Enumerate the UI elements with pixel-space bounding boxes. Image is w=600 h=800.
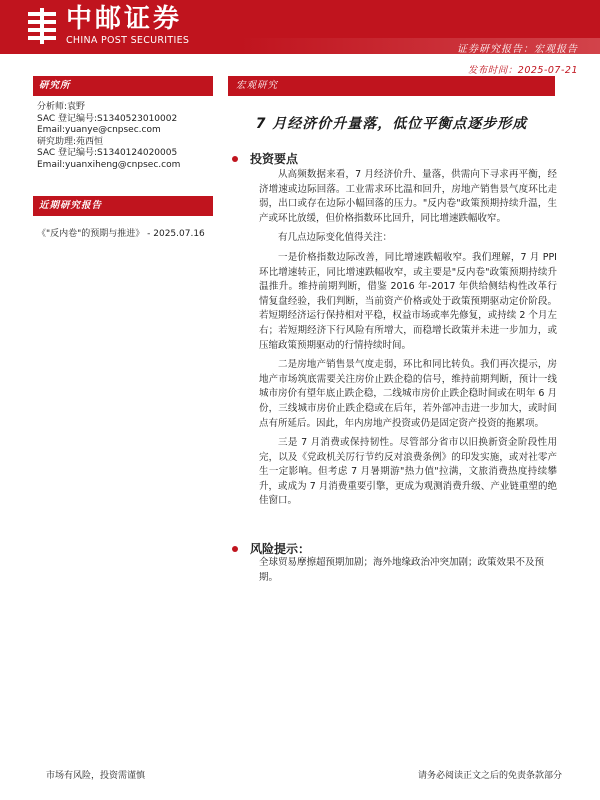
paragraph: 三是 7 月消费或保持韧性。尽管部分省市以旧换新资金阶段性用完，以及《党政机关厉行节约反对浪费条例》的印发实施，或对社零产生一定影响。但考虑 7 月暑期游"热力值"拉满，文旅消费热度持续攀升，或成为 7 月消费重要引擎，更成为观测消费升级、产业链重塑的绝佳窗口。 — [259, 437, 557, 507]
analyst-info — [33, 96, 213, 182]
summary-label: 投资要点 — [250, 152, 299, 166]
summary-body — [259, 168, 557, 514]
analyst-sac-number: SAC 登记编号:S1340523010002 — [37, 113, 178, 124]
analyst-email: Email:yuanye@cnpsec.com — [37, 125, 161, 136]
paragraph: 有几点边际变化值得关注： — [278, 232, 393, 244]
risk-text: 全球贸易摩擦超预期加剧；海外地缘政治冲突加剧；政策效果不及预期。 — [259, 557, 545, 583]
category-header: 宏观研究 — [228, 76, 555, 96]
bullet-icon — [232, 546, 238, 552]
china-post-logo-icon — [22, 6, 62, 46]
recent-reports-header: 近期研究报告 — [33, 196, 213, 216]
assistant-sac-number: SAC 登记编号:S1340124020005 — [37, 148, 178, 159]
risk-label: 风险提示： — [250, 542, 311, 556]
sidebar — [33, 76, 213, 253]
publish-date: 发布时间：2025-07-21 — [467, 65, 578, 76]
research-institute-header: 研究所 — [33, 76, 213, 96]
report-type-label: 证券研究报告：宏观报告 — [457, 44, 578, 55]
bullet-icon — [232, 156, 238, 162]
footer-notice: 请务必阅读正文之后的免责条款部分 — [417, 771, 562, 781]
assistant-email: Email:yuanxiheng@cnpsec.com — [37, 159, 181, 170]
assistant-name: 研究助理:苑西恒 — [37, 136, 104, 147]
brand-name-cn: 中邮证券 — [66, 4, 183, 34]
summary-section-header — [232, 150, 298, 167]
recent-report-link[interactable]: 《"反内卷"的预期与推进》 - 2025.07.16 — [37, 228, 205, 239]
paragraph: 一是价格指数边际改善，同比增速跌幅收窄。我们理解，7 月 PPI 环比增速转正，同比增速跌幅收窄，或主要是"反内卷"政策预期持续升温推升。维持前期判断，借鉴 2016 年-2017 年供给侧结构性改革行情复盘经验，我们判断，当前资产价格或处于政策预期驱动定价阶段。若短期经济运行保持相对平稳，权益市场或率先修复，或持续 2 个月左右；若短期经济下行风险有所增大，而稳增长政策并未进一步加力，或压缩政策预期驱动的行情持续时间。 — [259, 251, 557, 351]
report-title: 7 月经济价升量落，低位平衡点逐步形成 — [255, 116, 528, 132]
brand-name-en: CHINA POST SECURITIES — [66, 35, 190, 46]
paragraph: 二是房地产销售景气度走弱，环比和同比转负。我们再次提示，房地产市场筑底需要关注房价止跌企稳的信号，维持前期判断，预计一线城市房价有望年底止跌企稳，二线城市房价止跌企稳时间或在明年 6 月份，三线城市房价止跌企稳或在后年，若外部冲击进一步加大，或时间点有所延后。因此，年内房地产投资或仍是固定资产投资的拖累项。 — [259, 359, 557, 429]
paragraph: 从高频数据来看，7 月经济价升、量落，供需向下寻求再平衡，经济增速或边际回落。工业需求环比温和回升，房地产销售景气度环比走弱，出口或存在边际小幅回落的压力。"反内卷"政策预期持续升温，生产或环比放缓，但价格指数环比回升，同比增速跌幅收窄。 — [259, 169, 557, 224]
brand-logo — [22, 4, 210, 50]
footer-disclaimer: 市场有风险，投资需谨慎 — [46, 771, 146, 781]
risk-section-header — [232, 540, 310, 557]
analyst-name: 分析师:袁野 — [37, 102, 86, 112]
